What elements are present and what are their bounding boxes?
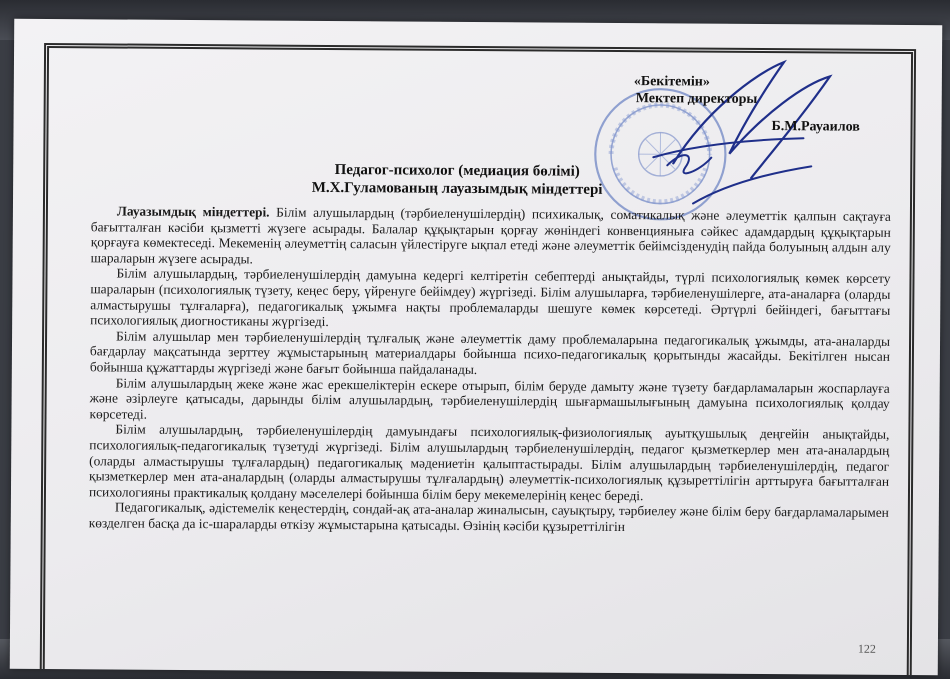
approval-name: Б.М.Рауаилов <box>771 119 860 135</box>
approval-position: Мектеп директоры <box>635 91 758 107</box>
paragraph-2: Білім алушылардың, тәрбиеленушілердің дамуына кедергі келтіретін себептерді анықтайды, түрлі психологиялық көмек көрсету шараларын (психологиялық түзету, кеңес беру, үйренуге бейімдеу) жүргізеді. Білім алушыларға, тәрбиеленушілерге, ата-аналарға (оларды алмастырушы тұлғаларға), педагогикалық ұжымға нақты проблемаларды шешуге көмек көрсетеді. Әртүрлі бейіндегі, бағыттағы психологиялық диогностиканы жүргізеді. <box>90 265 891 330</box>
document-sheet <box>10 19 943 675</box>
document-title <box>13 159 941 201</box>
paragraph-4: Білім алушылардың жеке және жас ерекшеліктерін ескере отырып, білім беруде дамыту және түзету бағдарламаларын жоспарлауға және әзірлеуге қатысады, дарынды білім алушылардың, тәрбиеленушілердің шығармашылығының дамуына психологиялық қолдау көрсетеді. <box>89 375 890 422</box>
paragraph-3: Білім алушылар мен тәрбиеленушілердің тұлғалық және әлеуметтік даму проблемаларына педагогикалық ұжымды, ата-аналарды бағдарлау мақсатында зерттеу жұмыстарының материалдары бойынша психо-педагогикалық қорытынды жасайды. Бекітілген нысан бойынша құжаттарды жүргізеді және бағыт бойынша пайдаланады. <box>89 328 891 377</box>
paragraph-6: Педагогикалық, әдістемелік кеңестердің, сондай-ақ ата-аналар жиналысын, сауықтыру, тәрбиелеу және білім беру бағдарламаларымен көзделген басқа да іс-шараларды өткізу жұмыстарына қатысады. Өзінің кәсіби құзыреттілігін <box>88 499 889 534</box>
paragraph-1 <box>91 203 891 271</box>
document-body <box>89 203 891 536</box>
paragraph-1-text: Білім алушылардың (тәрбиеленушілердің) психикалық, соматикалық және әлеуметтік қалпын сақтауға бағытталған кәсіби қызметті жүзеге асырады. Балалар құқықтарын қорғау жөніндегі конвенцияныға сәйкес адамдардың құқықтарын қорғауға көмектеседі. Мекеменің әлеуметтің саласын үйлестіруге ықпал етеді және әлеуметтік бейімсізденудің пайда болуының алдын алу шараларын жүзеге асырады. <box>90 204 891 267</box>
title-line-2: М.Х.Гуламованың лауазымдық міндеттері <box>311 179 603 198</box>
page-number: 122 <box>857 641 876 656</box>
approval-block <box>625 73 925 136</box>
title-line-1: Педагог-психолог (медиация бөлімі) <box>334 162 580 180</box>
approval-heading: «Бекітемін» <box>633 74 710 90</box>
lead-heading: Лауазымдық міндеттері. <box>116 203 270 220</box>
paragraph-5: Білім алушылардың, тәрбиеленушілердің дамуындағы психологиялық-физиологиялық ауытқушылық деңгейін анықтайды, психологиялық-педагогикалық түзетуді жүргізеді. Білім алушылардың тәрбиеленушілердің, педагог қызметкерлер мен ата-аналардың (оларды алмастырушы тұлғалардың) педагогикалық мәдениетін қалыптастырады. Білім алушылардың тәрбиеленушілердің, педагог қызметкерлер мен ата-аналардың (оларды алмастырушы тұлғалардың) әлеуметтік-психологиялық құзыреттілігін арттыруға бағытталған психологияны практикалық қолдану мәселелері бойынша білім беру мекемелерінің кеңес береді. <box>88 421 890 503</box>
